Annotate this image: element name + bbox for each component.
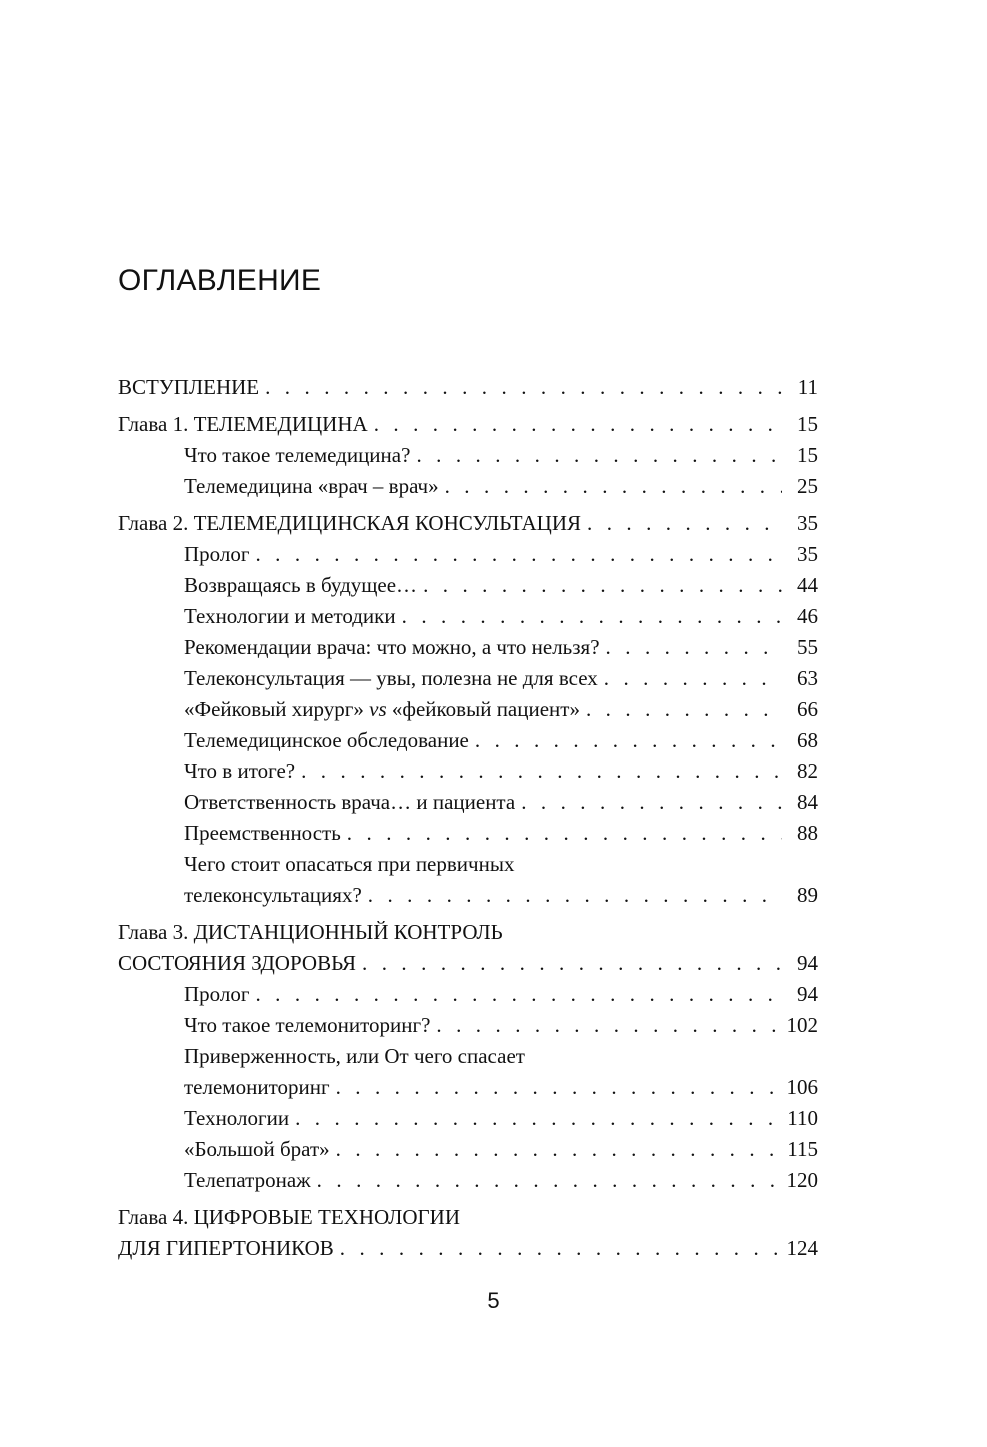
toc-entry-label: «Большой брат» bbox=[184, 1137, 330, 1161]
toc-entry-intro[interactable] bbox=[118, 372, 818, 403]
toc-entry-label-part: «фейковый пациент» bbox=[391, 697, 580, 721]
dot-leader bbox=[347, 818, 782, 849]
toc-entry-label-vs: vs bbox=[369, 697, 387, 721]
page-number: 5 bbox=[487, 1288, 500, 1313]
toc-section[interactable] bbox=[118, 1010, 818, 1041]
toc-chapter-4-line-2[interactable] bbox=[118, 1233, 818, 1264]
toc-entry-page: 15 bbox=[797, 443, 818, 467]
toc-entry-page: 68 bbox=[797, 728, 818, 752]
toc-entry-label: Ответственность врача… и пациента bbox=[184, 790, 516, 814]
dot-leader bbox=[336, 1072, 781, 1103]
toc-entry-page: 106 bbox=[786, 1075, 818, 1099]
toc-entry-label: Технологии bbox=[184, 1106, 290, 1130]
toc-entry-label: Чего стоит опасаться при первичных bbox=[184, 852, 515, 876]
dot-leader bbox=[402, 601, 782, 632]
dot-leader bbox=[475, 725, 782, 756]
toc-entry-label: Глава 4. ЦИФРОВЫЕ ТЕХНОЛОГИИ bbox=[118, 1205, 460, 1229]
dot-leader bbox=[521, 787, 782, 818]
toc-section[interactable] bbox=[118, 663, 818, 694]
toc-entry-label: Глава 3. ДИСТАНЦИОННЫЙ КОНТРОЛЬ bbox=[118, 920, 503, 944]
toc-chapter-3-line-1[interactable] bbox=[118, 917, 818, 948]
dot-leader bbox=[436, 1010, 780, 1041]
toc-entry-page: 94 bbox=[797, 982, 818, 1006]
dot-leader bbox=[586, 694, 782, 725]
toc-entry-page: 11 bbox=[797, 375, 818, 399]
toc-section-line-2[interactable] bbox=[118, 880, 818, 911]
dot-leader bbox=[416, 440, 782, 471]
toc-entry-label: Телемедицинское обследование bbox=[184, 728, 469, 752]
toc-entry-page: 66 bbox=[797, 697, 818, 721]
toc-section[interactable] bbox=[118, 1165, 818, 1196]
toc-section-line-2[interactable] bbox=[118, 1072, 818, 1103]
toc-entry-page: 88 bbox=[797, 821, 818, 845]
dot-leader bbox=[255, 539, 782, 570]
toc-section[interactable] bbox=[118, 694, 818, 725]
toc-section[interactable] bbox=[118, 539, 818, 570]
toc-entry-page: 94 bbox=[797, 951, 818, 975]
toc-section[interactable] bbox=[118, 787, 818, 818]
toc-chapter-4-line-1[interactable] bbox=[118, 1202, 818, 1233]
toc-entry-label: Приверженность, или От чего спасает bbox=[184, 1044, 525, 1068]
toc-entry-label: Что такое телемедицина? bbox=[184, 443, 411, 467]
toc-entry-page: 55 bbox=[797, 635, 818, 659]
toc-entry-label: телемониторинг bbox=[184, 1075, 330, 1099]
toc-entry-page: 89 bbox=[797, 883, 818, 907]
dot-leader bbox=[362, 948, 782, 979]
dot-leader bbox=[340, 1233, 781, 1264]
toc-section-line-1[interactable] bbox=[118, 1041, 818, 1072]
dot-leader bbox=[374, 409, 782, 440]
table-of-contents bbox=[118, 372, 818, 1264]
toc-section[interactable] bbox=[118, 601, 818, 632]
toc-entry-page: 35 bbox=[797, 542, 818, 566]
dot-leader bbox=[587, 508, 782, 539]
toc-entry-label: Телепатронаж bbox=[184, 1168, 311, 1192]
toc-entry-label: Рекомендации врача: что можно, а что нельзя? bbox=[184, 635, 600, 659]
toc-entry-label: Глава 1. ТЕЛЕМЕДИЦИНА bbox=[118, 412, 368, 436]
toc-section[interactable] bbox=[118, 756, 818, 787]
toc-entry-page: 110 bbox=[787, 1106, 818, 1130]
dot-leader bbox=[604, 663, 782, 694]
toc-entry-page: 46 bbox=[797, 604, 818, 628]
toc-entry-label: ВСТУПЛЕНИЕ bbox=[118, 375, 260, 399]
toc-section[interactable] bbox=[118, 570, 818, 601]
dot-leader bbox=[336, 1134, 782, 1165]
toc-chapter-1[interactable] bbox=[118, 409, 818, 440]
toc-entry-page: 44 bbox=[797, 573, 818, 597]
toc-entry-page: 82 bbox=[797, 759, 818, 783]
toc-entry-label: Преемственность bbox=[184, 821, 341, 845]
toc-entry-label: СОСТОЯНИЯ ЗДОРОВЬЯ bbox=[118, 951, 357, 975]
toc-section[interactable] bbox=[118, 1134, 818, 1165]
dot-leader bbox=[606, 632, 782, 663]
toc-chapter-3-line-2[interactable] bbox=[118, 948, 818, 979]
toc-entry-page: 25 bbox=[797, 474, 818, 498]
dot-leader bbox=[265, 372, 782, 403]
page-title: ОГЛАВЛЕНИЕ bbox=[118, 264, 322, 297]
dot-leader bbox=[317, 1165, 781, 1196]
toc-entry-label: Что такое телемониторинг? bbox=[184, 1013, 431, 1037]
toc-section[interactable] bbox=[118, 632, 818, 663]
toc-section[interactable] bbox=[118, 1103, 818, 1134]
dot-leader bbox=[423, 570, 782, 601]
toc-entry-page: 124 bbox=[786, 1236, 818, 1260]
toc-entry-page: 35 bbox=[797, 511, 818, 535]
toc-entry-label: Технологии и методики bbox=[184, 604, 396, 628]
toc-entry-label bbox=[184, 694, 580, 725]
toc-entry-label: Пролог bbox=[184, 982, 250, 1006]
dot-leader bbox=[301, 756, 782, 787]
toc-entry-label: Телемедицина «врач – врач» bbox=[184, 474, 439, 498]
toc-entry-page: 84 bbox=[797, 790, 818, 814]
toc-entry-label: Телеконсультация — увы, полезна не для всех bbox=[184, 666, 598, 690]
dot-leader bbox=[255, 979, 782, 1010]
toc-entry-page: 115 bbox=[787, 1137, 818, 1161]
toc-entry-label-part: «Фейковый хирург» bbox=[184, 697, 364, 721]
toc-entry-label: Что в итоге? bbox=[184, 759, 296, 783]
dot-leader bbox=[368, 880, 782, 911]
dot-leader bbox=[445, 471, 782, 502]
toc-section[interactable] bbox=[118, 725, 818, 756]
toc-entry-page: 120 bbox=[786, 1168, 818, 1192]
toc-entry-page: 15 bbox=[797, 412, 818, 436]
toc-entry-page: 63 bbox=[797, 666, 818, 690]
toc-section[interactable] bbox=[118, 818, 818, 849]
toc-section[interactable] bbox=[118, 979, 818, 1010]
toc-entry-page: 102 bbox=[786, 1013, 818, 1037]
dot-leader bbox=[295, 1103, 781, 1134]
toc-entry-label: телеконсультациях? bbox=[184, 883, 362, 907]
toc-entry-label: Пролог bbox=[184, 542, 250, 566]
toc-chapter-2[interactable] bbox=[118, 508, 818, 539]
toc-entry-label: Возвращаясь в будущее… bbox=[184, 573, 418, 597]
toc-section[interactable] bbox=[118, 440, 818, 471]
toc-entry-label: Глава 2. ТЕЛЕМЕДИЦИНСКАЯ КОНСУЛЬТАЦИЯ bbox=[118, 511, 581, 535]
toc-section[interactable] bbox=[118, 471, 818, 502]
toc-entry-label: ДЛЯ ГИПЕРТОНИКОВ bbox=[118, 1236, 334, 1260]
toc-section-line-1[interactable] bbox=[118, 849, 818, 880]
